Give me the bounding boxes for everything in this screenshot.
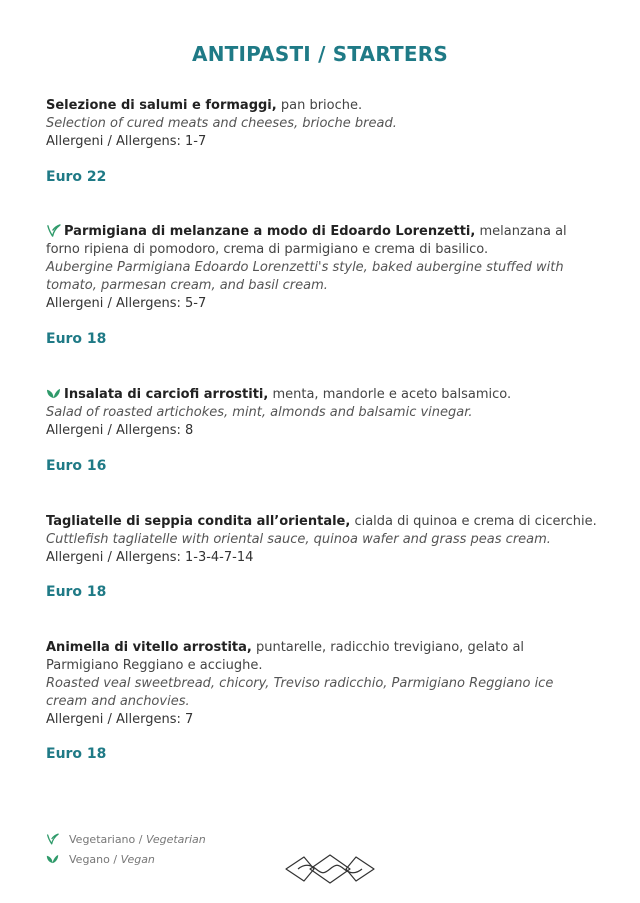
dish-translation: Aubergine Parmigiana Edoardo Lorenzetti's style, baked aubergine stuffed with tomato, parmesan cream, and basil cream.	[46, 260, 564, 293]
dish-allergens: Allergeni / Allergens: 1-7	[46, 134, 207, 149]
dish-price: Euro 22	[46, 169, 107, 185]
ornament-icon	[284, 852, 376, 886]
dish-description: pan brioche.	[276, 98, 363, 113]
dish-allergens: Allergeni / Allergens: 8	[46, 423, 194, 438]
vegetarian-leaf-icon	[46, 224, 61, 237]
menu-item-parmigiana	[46, 223, 598, 313]
dish-name: Animella di vitello arrostita,	[46, 640, 252, 655]
dish-name: Parmigiana di melanzane a modo di Edoardo Lorenzetti,	[64, 224, 476, 239]
dish-allergens: Allergeni / Allergens: 1-3-4-7-14	[46, 550, 254, 565]
menu-item-tagliatelle	[46, 513, 598, 567]
legend-vegan	[46, 853, 155, 866]
dish-price: Euro 18	[46, 584, 107, 600]
vegan-leaf-icon	[46, 853, 59, 865]
dish-name: Insalata di carciofi arrostiti,	[64, 387, 269, 402]
dish-translation: Selection of cured meats and cheeses, brioche bread.	[46, 116, 397, 131]
dish-price: Euro 18	[46, 331, 107, 347]
legend-label: Vegetariano /	[69, 833, 146, 846]
legend-vegetarian	[46, 833, 206, 846]
legend-label-en: Vegetarian	[145, 833, 206, 846]
dish-translation: Salad of roasted artichokes, mint, almonds and balsamic vinegar.	[46, 405, 473, 420]
menu-item-carciofi	[46, 386, 598, 440]
page-title: ANTIPASTI / STARTERS	[192, 42, 448, 66]
legend-label-en: Vegan	[120, 853, 155, 866]
dish-description: cialda di quinoa e crema di cicerchie.	[350, 514, 597, 529]
dish-name: Tagliatelle di seppia condita all’orientale,	[46, 514, 351, 529]
legend-label: Vegano /	[69, 853, 121, 866]
dish-description: melanzana al forno ripiena di pomodoro, crema di parmigiano e crema di basilico.	[46, 224, 567, 257]
vegetarian-leaf-icon	[46, 833, 59, 845]
dish-price: Euro 16	[46, 458, 107, 474]
dish-price: Euro 18	[46, 746, 107, 762]
dish-description: puntarelle, radicchio trevigiano, gelato al Parmigiano Reggiano e acciughe.	[46, 640, 525, 673]
dish-translation: Cuttlefish tagliatelle with oriental sauce, quinoa wafer and grass peas cream.	[46, 532, 551, 547]
dish-allergens: Allergeni / Allergens: 5-7	[46, 296, 207, 311]
dish-translation: Roasted veal sweetbread, chicory, Treviso radicchio, Parmigiano Reggiano ice cream and anchovies.	[46, 676, 554, 709]
dish-description: menta, mandorle e aceto balsamico.	[268, 387, 512, 402]
menu-item-animella	[46, 639, 598, 729]
menu-item-salumi	[46, 97, 598, 151]
dish-allergens: Allergeni / Allergens: 7	[46, 712, 194, 727]
dish-name: Selezione di salumi e formaggi,	[46, 98, 277, 113]
vegan-leaf-icon	[46, 387, 61, 400]
